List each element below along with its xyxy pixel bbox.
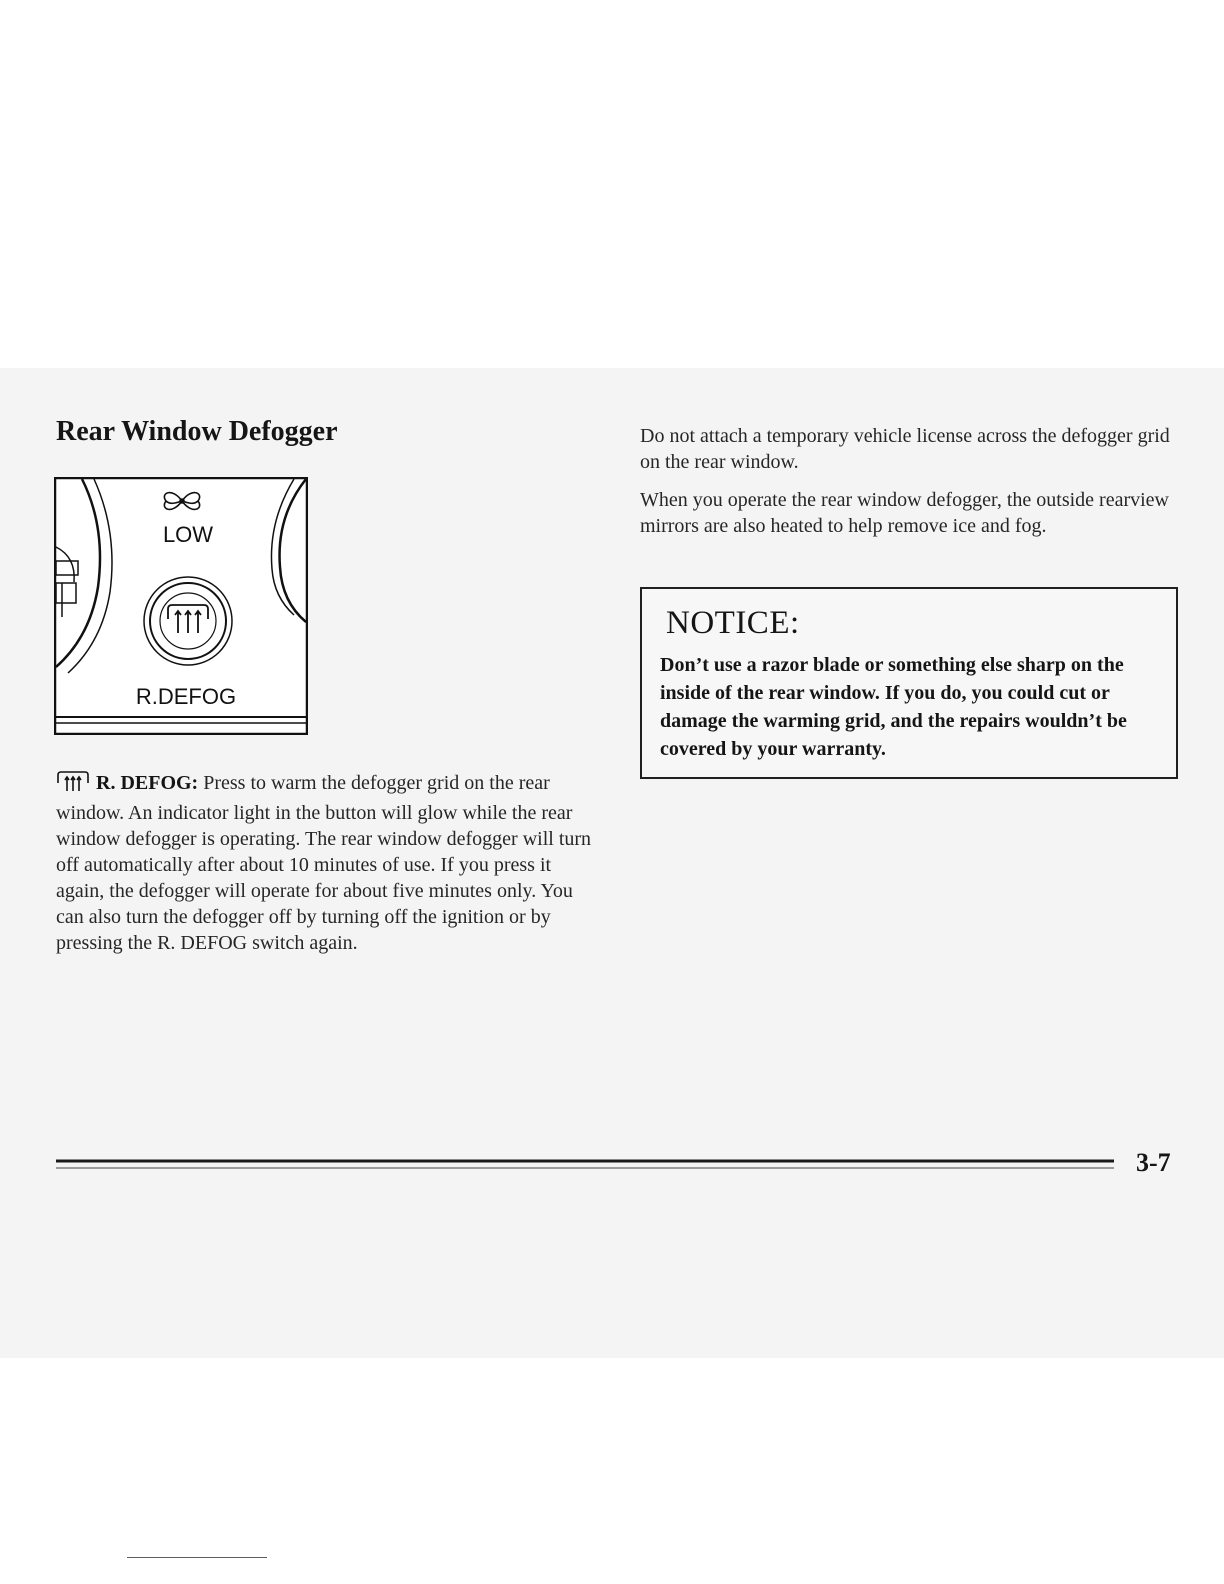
defog-description [56,770,596,956]
notice-heading: NOTICE: [666,605,800,641]
climate-control-illustration [54,477,308,735]
fan-label: LOW [162,522,214,547]
bottom-line [127,1557,267,1558]
footer-rule [56,1158,1116,1174]
defog-text: Press to warm the defogger grid on the rear window. An indicator light in the button will glow while the rear window defogger is operating. The rear window defogger will turn off automatically after about 10 minutes of use. If you press it again, the defogger will operate for about five minutes only. You can also turn the defogger off by turning off the ignition or by pressing the R. DEFOG switch again. [56,772,592,954]
notice-body: Don’t use a razor blade or something else sharp on the inside of the rear window. If you do, you could cut or damage the warming grid, and the repairs wouldn’t be covered by your warranty. [660,654,1127,760]
climate-control-figure [54,477,308,735]
page-title: Rear Window Defogger [56,416,338,447]
defog-switch-label: R.DEFOG [135,684,237,709]
notice-box [640,587,1178,779]
defog-lead: R. DEFOG: [96,772,199,794]
rear-defog-icon [56,771,90,800]
mirrors-paragraph: When you operate the rear window defogger, the outside rearview mirrors are also heated to help remove ice and fog. [640,489,1169,537]
page-number: 3-7 [1136,1148,1171,1177]
rear-defog-button[interactable] [144,577,232,665]
license-paragraph: Do not attach a temporary vehicle license across the defogger grid on the rear window. [640,425,1170,473]
